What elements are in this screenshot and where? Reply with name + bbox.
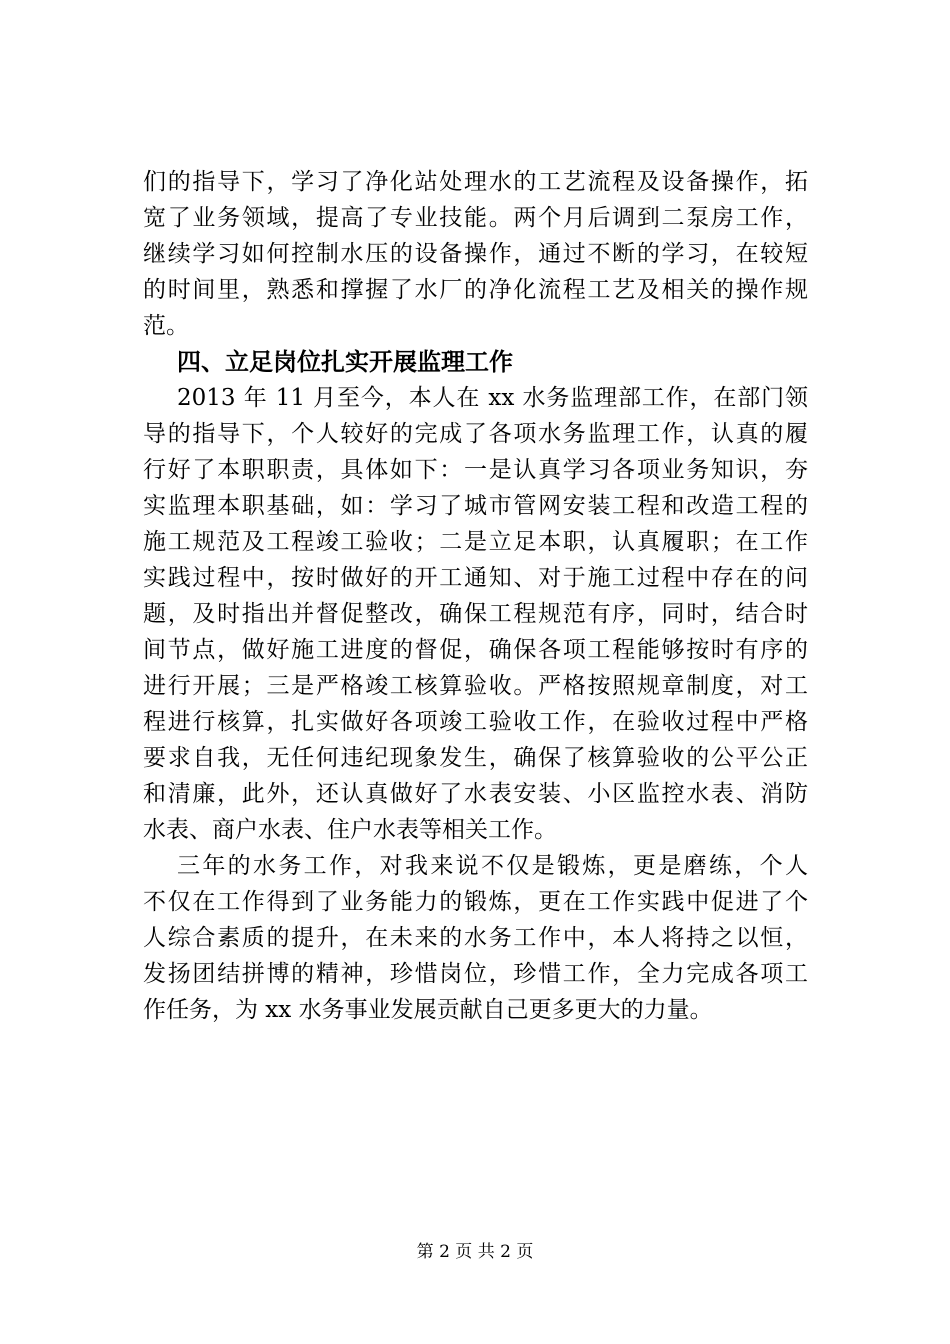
text-line: 程进行核算，扎实做好各项竣工验收工作，在验收过程中严格 bbox=[143, 709, 808, 735]
paragraph-supervision bbox=[143, 380, 808, 848]
paragraph-conclusion bbox=[143, 848, 808, 1028]
text-line: 施工规范及工程竣工验收；二是立足本职，认真履职；在工作 bbox=[143, 529, 808, 555]
text-line: 作任务，为 xx 水务事业发展贡献自己更多更大的力量。 bbox=[143, 997, 713, 1023]
text-line: 要求自我，无任何违纪现象发生，确保了核算验收的公平公正 bbox=[143, 745, 808, 771]
text-line: 的时间里，熟悉和撑握了水厂的净化流程工艺及相关的操作规 bbox=[143, 277, 808, 303]
text-line: 题，及时指出并督促整改，确保工程规范有序，同时，结合时 bbox=[143, 601, 808, 627]
text-line: 范。 bbox=[143, 313, 189, 339]
text-line: 三年的水务工作，对我来说不仅是锻炼，更是磨练，个人 bbox=[177, 853, 808, 879]
text-line: 导的指导下，个人较好的完成了各项水务监理工作，认真的履 bbox=[143, 421, 808, 447]
text-line: 进行开展；三是严格竣工核算验收。严格按照规章制度，对工 bbox=[143, 673, 808, 699]
text-line: 人综合素质的提升，在未来的水务工作中，本人将持之以恒， bbox=[143, 925, 808, 951]
text-line: 不仅在工作得到了业务能力的锻炼，更在工作实践中促进了个 bbox=[143, 889, 808, 915]
paragraph-continuation bbox=[143, 164, 808, 344]
text-line: 实践过程中，按时做好的开工通知、对于施工过程中存在的问 bbox=[143, 565, 808, 591]
text-line: 间节点，做好施工进度的督促，确保各项工程能够按时有序的 bbox=[143, 637, 808, 663]
text-line: 们的指导下，学习了净化站处理水的工艺流程及设备操作，拓 bbox=[143, 169, 808, 195]
text-line: 实监理本职基础，如：学习了城市管网安装工程和改造工程的 bbox=[143, 493, 808, 519]
document-body bbox=[143, 164, 808, 1028]
text-line: 发扬团结拼博的精神，珍惜岗位，珍惜工作，全力完成各项工 bbox=[143, 961, 808, 987]
text-line: 宽了业务领域，提高了专业技能。两个月后调到二泵房工作， bbox=[143, 205, 808, 231]
text-line: 和清廉，此外，还认真做好了水表安装、小区监控水表、消防 bbox=[143, 781, 808, 807]
text-line: 2013 年 11 月至今，本人在 xx 水务监理部工作，在部门领 bbox=[177, 385, 808, 411]
text-line: 继续学习如何控制水压的设备操作，通过不断的学习，在较短 bbox=[143, 241, 808, 267]
page-footer: 第 2 页 共 2 页 bbox=[416, 1242, 534, 1262]
text-line: 水表、商户水表、住户水表等相关工作。 bbox=[143, 817, 557, 843]
text-line: 行好了本职职责，具体如下：一是认真学习各项业务知识，夯 bbox=[143, 457, 808, 483]
section-heading: 四、立足岗位扎实开展监理工作 bbox=[177, 348, 513, 376]
